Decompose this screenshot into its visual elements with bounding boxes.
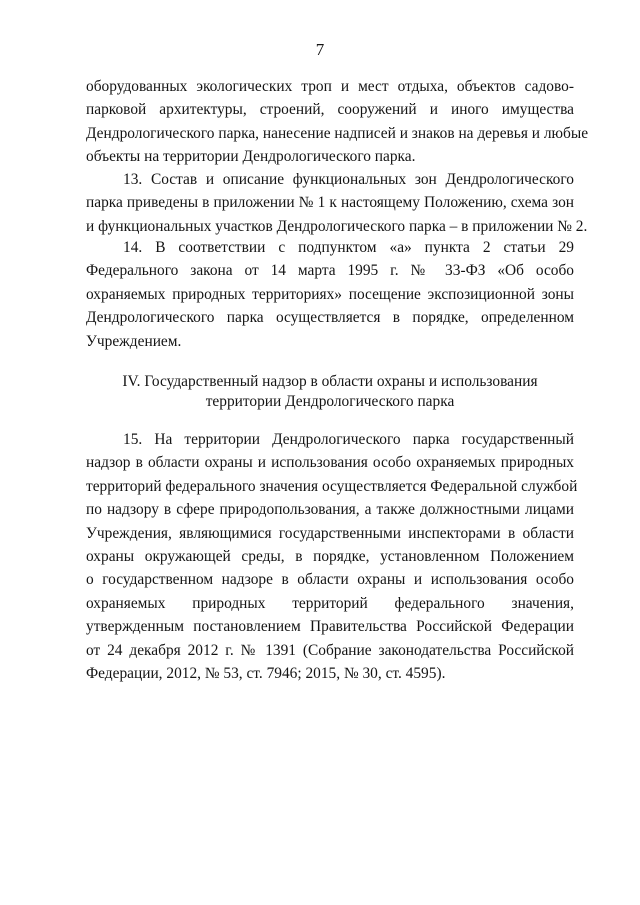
- text-line: парковой архитектуры, строений, сооружений и иного имущества: [86, 101, 574, 119]
- text-line: по надзору в сфере природопользования, а также должностными лицами: [86, 501, 574, 519]
- text-line: Федерального закона от 14 марта 1995 г. № 33-ФЗ «Об особо: [86, 262, 574, 280]
- text-line: территорий федерального значения осуществляется Федеральной службой: [86, 477, 578, 495]
- text-line: охраняемых природных территориях» посещение экспозиционной зоны: [86, 285, 574, 303]
- paragraph-item-13: [86, 168, 588, 238]
- heading-line: IV. Государственный надзор в области охраны и использования: [122, 373, 538, 390]
- section-heading: [86, 372, 574, 412]
- text-line: Федерации, 2012, № 53, ст. 7946; 2015, № 30, ст. 4595).: [86, 664, 446, 682]
- text-line: Дендрологического парка осуществляется в порядке, определенном: [86, 309, 574, 327]
- heading-line: территории Дендрологического парка: [205, 393, 455, 410]
- text-line: оборудованных экологических троп и мест отдыха, объектов садово-: [86, 78, 574, 95]
- text-line: Учреждения, являющимися государственными инспекторами в области: [86, 524, 574, 542]
- text-line: парка приведены в приложении № 1 к настоящему Положению, схема зон: [86, 194, 574, 212]
- text-line: охраны окружающей среды, в порядке, установленном Положением: [86, 547, 574, 565]
- text-line: о государственном надзоре в области охраны и использования особо: [86, 571, 574, 589]
- text-line: Учреждением.: [86, 332, 182, 350]
- text-line: утвержденным постановлением Правительства Российской Федерации: [86, 618, 574, 636]
- text-line: охраняемых природных территорий федерального значения,: [86, 594, 574, 612]
- text-line: 13. Состав и описание функциональных зон Дендрологического: [123, 171, 574, 188]
- text-line: от 24 декабря 2012 г. № 1391 (Собрание законодательства Российской: [86, 641, 574, 659]
- text-line: объекты на территории Дендрологического парка.: [86, 148, 416, 166]
- text-line: 14. В соответствии с подпунктом «а» пункта 2 статьи 29: [123, 239, 574, 256]
- paragraph-item-15: [86, 428, 578, 685]
- text-line: 15. На территории Дендрологического парка государственный: [123, 431, 574, 448]
- text-line: и функциональных участков Дендрологического парка – в приложении № 2.: [86, 217, 588, 235]
- text-line: Дендрологического парка, нанесение надписей и знаков на деревья и любые: [86, 124, 589, 142]
- paragraph-continuation: [86, 75, 589, 169]
- text-line: надзор в области охраны и использования особо охраняемых природных: [86, 454, 574, 472]
- paragraph-item-14: [86, 236, 574, 353]
- page-number: 7: [315, 40, 325, 59]
